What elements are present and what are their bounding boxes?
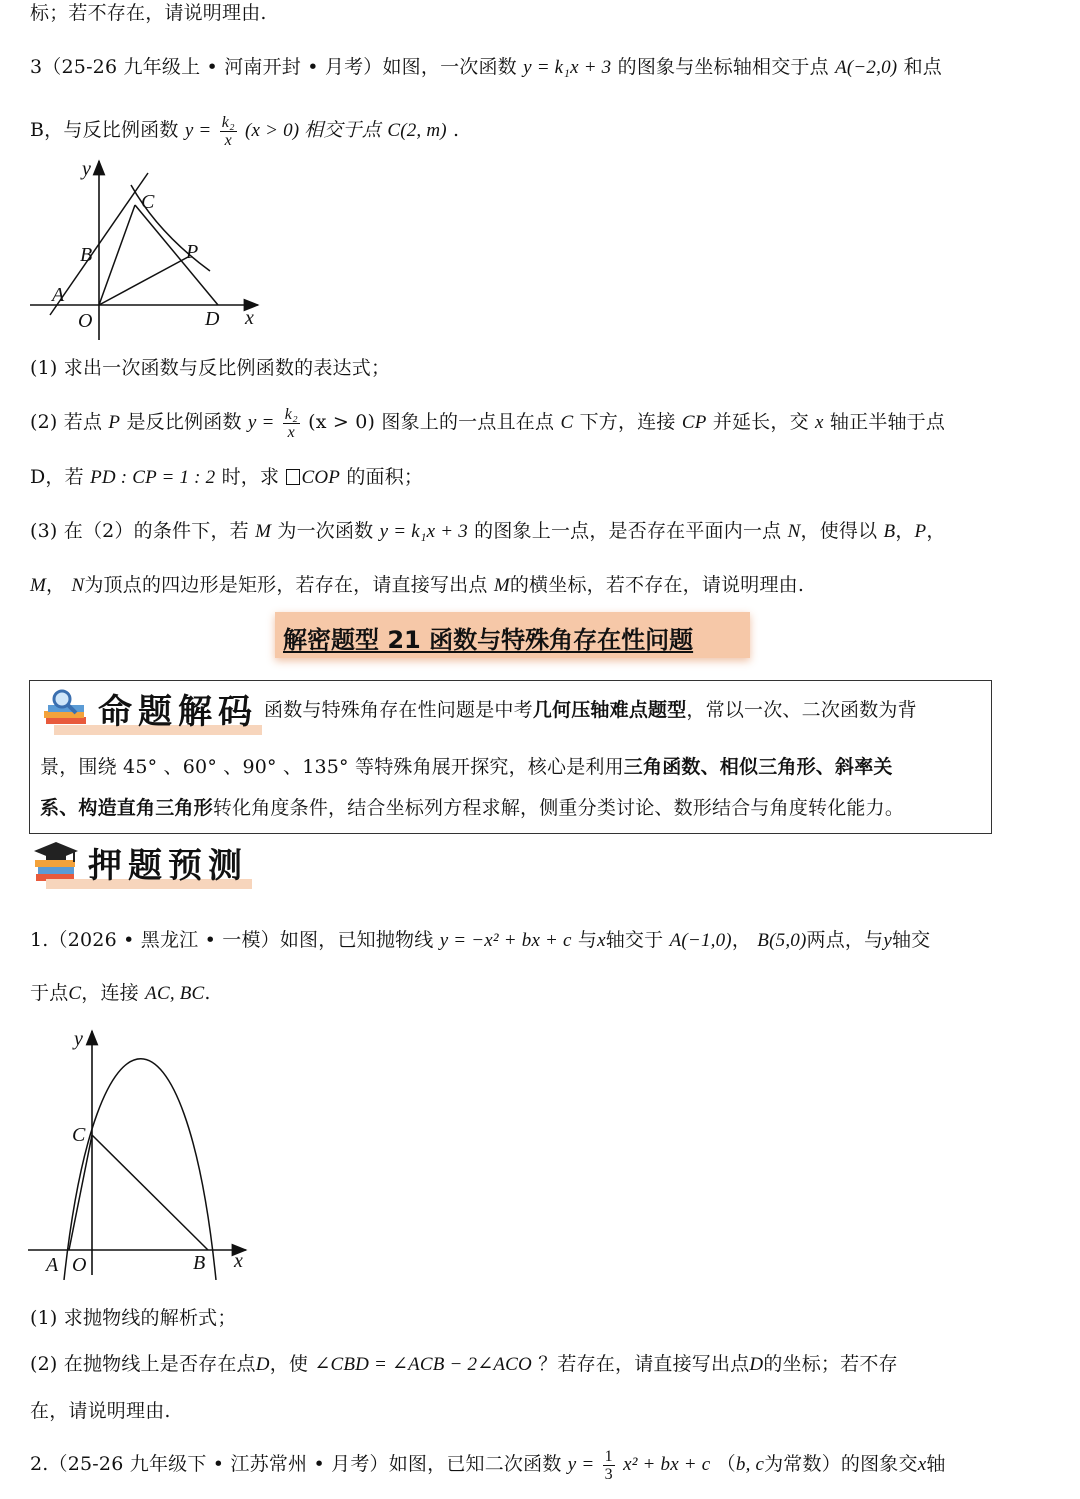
predict-badge: 押题预测 bbox=[32, 838, 248, 887]
q1-line1: 1.（2026 • 黑龙江 • 一模）如图，已知抛物线 y = −x² + bx + c 与x轴交于 A(−1,0)， B(5,0)两点，与y轴交 bbox=[30, 929, 931, 951]
section-title: 解密题型 21 函数与特殊角存在性问题 bbox=[283, 626, 694, 654]
segment-OP bbox=[99, 257, 188, 305]
label-y: y bbox=[74, 1028, 83, 1050]
label-D: D bbox=[205, 308, 220, 330]
q3-intro-line: 3（25-26 九年级上 • 河南开封 • 月考）如图，一次函数 y = k₁x + 3 的图象与坐标轴相交于点 A(−2,0) 和点 bbox=[30, 56, 942, 78]
q1-line2: 于点C，连接 AC, BC. bbox=[30, 982, 211, 1004]
q1-part2-line1: (2) 在抛物线上是否存在点D，使 ∠CBD = ∠ACB − 2∠ACO ？若存在，请直接写出点D的坐标；若不存 bbox=[30, 1353, 898, 1375]
figure-q3-function-graph bbox=[28, 155, 268, 345]
label-C: C bbox=[72, 1124, 86, 1146]
magnifier-books-icon bbox=[40, 687, 90, 731]
missing-glyph-box bbox=[286, 469, 300, 485]
label-x: x bbox=[245, 307, 254, 329]
decode-text-line3: 系、构造直角三角形转化角度条件，结合坐标列方程求解，侧重分类讨论、数形结合与角度转化能力。 bbox=[40, 797, 905, 819]
label-A: A bbox=[52, 284, 65, 306]
fraction-one-third: $\frac{1}{3}$ bbox=[604, 1447, 613, 1483]
q1-part2-line2: 在，请说明理由. bbox=[30, 1400, 171, 1422]
segment-BC bbox=[92, 1135, 208, 1250]
label-B: B bbox=[193, 1252, 206, 1274]
decode-text-line2: 景，围绕 45° 、60° 、90° 、135° 等特殊角展开探究，核心是利用三角函数、相似三角形、斜率关 bbox=[40, 756, 893, 778]
segment-CD bbox=[135, 205, 218, 305]
decode-badge: 命题解码 bbox=[40, 684, 258, 733]
fraction-k2-over-x: $\frac{\text{k₂}}{x}$ bbox=[221, 113, 235, 149]
q3-part3-line2: M， N为顶点的四边形是矩形，若存在，请直接写出点 M的横坐标，若不存在，请说明理由. bbox=[30, 574, 805, 596]
fraction-k2-over-x-2: $\frac{\text{k₂}}{x}$ bbox=[284, 405, 298, 441]
figure-q1-parabola-graph bbox=[26, 1025, 256, 1280]
label-B: B bbox=[80, 244, 93, 266]
segment-OC bbox=[99, 205, 135, 305]
label-y: y bbox=[82, 158, 91, 180]
q3-part2-line2: D，若 PD : CP = 1 : 2 时，求 COP 的面积； bbox=[30, 466, 424, 488]
q3-part1: (1) 求出一次函数与反比例函数的表达式； bbox=[30, 357, 391, 379]
section-title-banner bbox=[275, 612, 750, 658]
decode-text-line1: 函数与特殊角存在性问题是中考几何压轴难点题型，常以一次、二次函数为背 bbox=[264, 699, 917, 721]
q3-second-line: B，与反比例函数 y = $\frac{\text{k₂}}{x}$ (x > 0) 相交于点 C(2, m) . bbox=[30, 113, 460, 149]
label-O: O bbox=[72, 1254, 87, 1276]
q1-part1: (1) 求抛物线的解析式； bbox=[30, 1307, 237, 1329]
label-P: P bbox=[186, 241, 199, 263]
q2-line1: 2.（25-26 九年级下 • 江苏常州 • 月考）如图，已知二次函数 y = $\frac{1}{3}$ x² + bx + c （b, c为常数）的图象交x轴 bbox=[30, 1447, 946, 1483]
parabola-curve bbox=[64, 1059, 216, 1280]
q3-part3-line1: (3) 在（2）的条件下，若 M 为一次函数 y = k₁x + 3 的图象上一点，是否存在平面内一点 N，使得以 B，P， bbox=[30, 520, 946, 542]
label-x: x bbox=[234, 1250, 243, 1272]
q3-part2-line1: (2) 若点 P 是反比例函数 y = $\frac{\text{k₂}}{x}$ (x > 0) 图象上的一点且在点 C 下方，连接 CP 并延长，交 x 轴正半轴于点 bbox=[30, 405, 946, 441]
label-C: C bbox=[141, 191, 155, 213]
text-line-continuation: 标；若不存在，请说明理由. bbox=[30, 2, 267, 24]
segment-AC bbox=[69, 1135, 92, 1250]
label-O: O bbox=[78, 310, 93, 332]
label-A: A bbox=[46, 1254, 59, 1276]
